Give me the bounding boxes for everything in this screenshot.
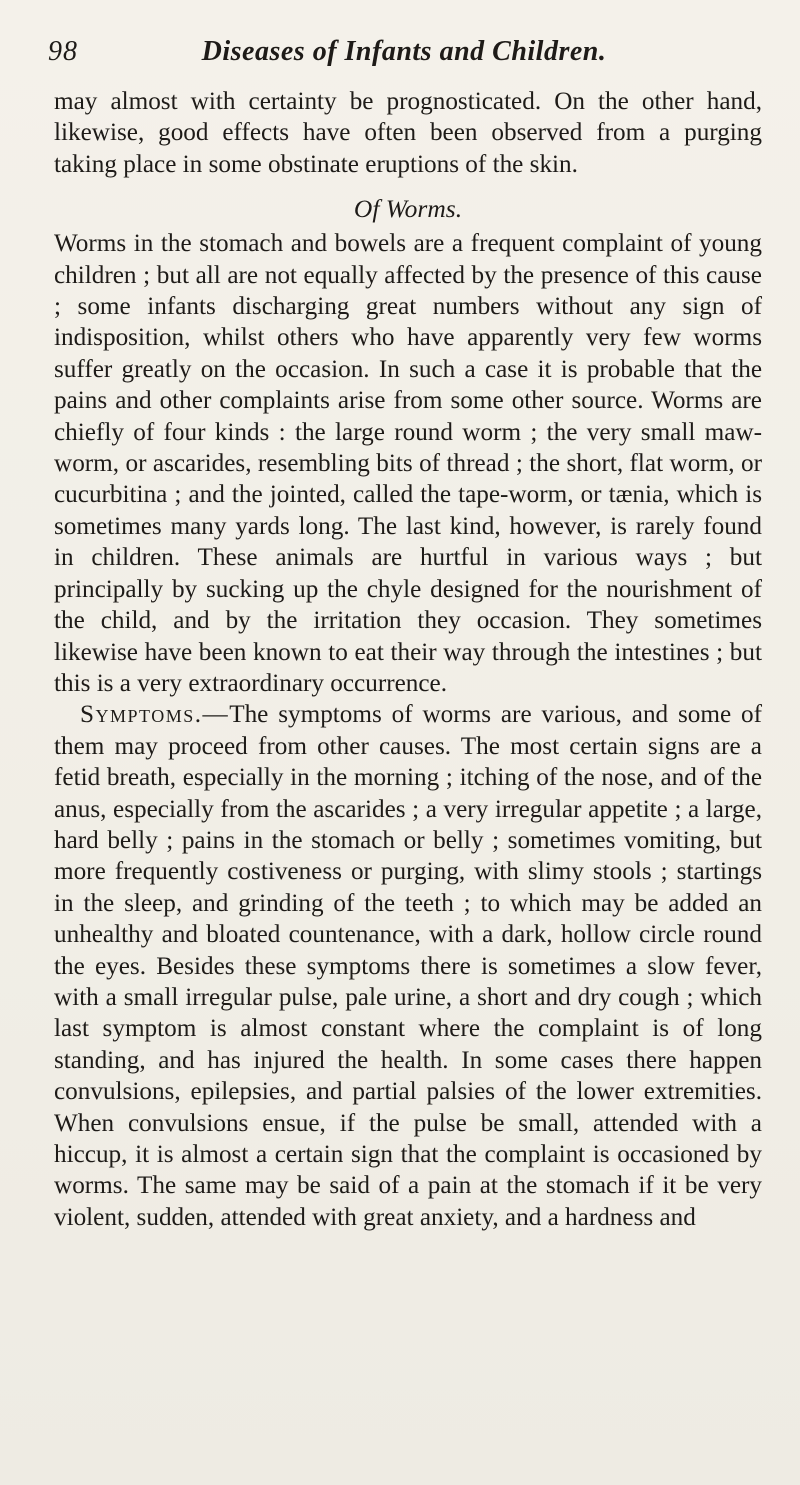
body-text <box>54 86 762 1233</box>
paragraph-continuation: may almost with certainty be prognosticated. On the other hand, likewise, good effects have often been observed from a purging taking place in some obstinate eruptions of the skin. <box>54 88 762 178</box>
section-title: Of Worms. <box>353 194 463 224</box>
symptoms-lead: Symptoms.— <box>80 701 230 729</box>
paragraph-symptoms <box>54 699 762 1233</box>
running-head: Diseases of Infants and Children. <box>201 36 607 67</box>
paragraph-worms: Worms in the stomach and bowels are a frequent complaint of young children ; but all are not equally affected by the presence of this cause ; some infants discharging great numbers without any sign of indisposition, whilst others who have apparently very few worms suffer greatly on the occasion. In such a case it is probable that the pains and other complaints arise from some other source. Worms are chiefly of four kinds : the large round worm ; the very small maw-worm, or ascarides, resembling bits of thread ; the short, flat worm, or cucurbitina ; and the jointed, called the tape-worm, or tænia, which is sometimes many yards long. The last kind, however, is rarely found in children. These animals are hurtful in various ways ; but principally by sucking up the chyle designed for the nourishment of the child, and by the irritation they occasion. They sometimes likewise have been known to eat their way through the intestines ; but this is a very extraordinary occurrence. <box>54 230 762 697</box>
symptoms-text: The symptoms of worms are various, and some of them may proceed from other causes. The most certain signs are a fetid breath, especially in the morning ; itching of the nose, and of the anus, especially from the ascarides ; a very irregular appetite ; a large, hard belly ; pains in the stomach or belly ; sometimes vomiting, but more frequently costiveness or purging, with slimy stools ; startings in the sleep, and grinding of the teeth ; to which may be added an unhealthy and bloated countenance, with a dark, hollow circle round the eyes. Besides these symptoms there is sometimes a slow fever, with a small irregular pulse, pale urine, a short and dry cough ; which last symptom is almost constant where the complaint is of long standing, and has injured the health. In some cases there happen convulsions, epilepsies, and partial palsies of the lower extremities. When convulsions ensue, if the pulse be small, attended with a hiccup, it is almost a certain sign that the complaint is occasioned by worms. The same may be said of a pain at the stomach if it be very violent, sudden, attended with great anxiety, and a hardness and <box>54 701 762 1231</box>
page-header <box>48 36 760 76</box>
page-number: 98 <box>48 36 78 67</box>
